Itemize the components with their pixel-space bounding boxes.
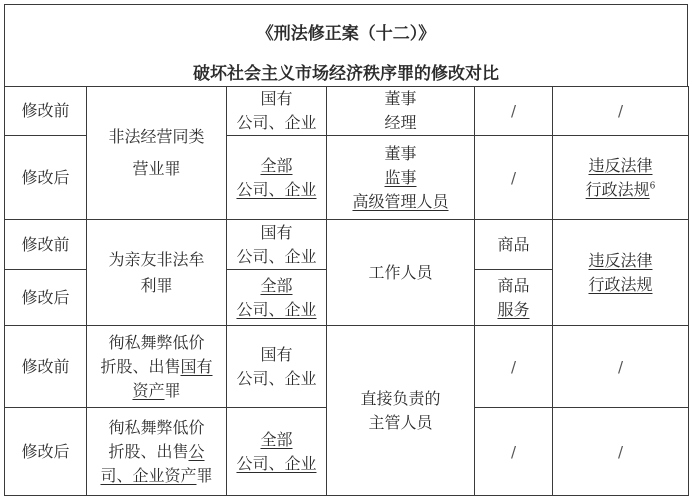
violation-item: 行政法规 <box>585 179 650 199</box>
footnote-marker: 6 <box>649 181 656 192</box>
entity-type: 公司、企业 <box>236 453 317 473</box>
subject-cell <box>327 87 475 136</box>
row-label-after: 修改后 <box>5 408 87 496</box>
subject-item: 监事 <box>384 167 417 187</box>
crime-name-changed-part: 资产 <box>132 380 165 400</box>
entity-cell <box>227 220 327 270</box>
violation-cell <box>553 136 689 220</box>
crime-name-changed-part: 公 <box>188 441 205 461</box>
entity-scope: 国有 <box>260 222 293 242</box>
subject-item: 经理 <box>384 113 417 132</box>
violation-item: 行政法规 <box>588 274 653 294</box>
object-item: 商品 <box>497 275 530 295</box>
row-label-after: 修改后 <box>5 136 87 220</box>
entity-scope: 全部 <box>260 155 293 175</box>
empty-mark: / <box>617 442 624 461</box>
empty-mark: / <box>510 168 517 187</box>
comparison-table <box>4 86 689 496</box>
entity-type: 公司、企业 <box>236 246 317 266</box>
object-item: 服务 <box>497 299 530 319</box>
entity-cell <box>227 87 327 136</box>
violation-cell <box>553 87 689 136</box>
violation-cell <box>553 220 689 326</box>
subject-item: 直接负责的 <box>360 388 441 408</box>
entity-type: 公司、企业 <box>236 299 317 319</box>
entity-type: 公司、企业 <box>236 179 317 199</box>
crime-name-part: 折股、出售 <box>100 356 181 376</box>
entity-scope: 全部 <box>260 275 293 295</box>
subject-item: 主管人员 <box>368 412 433 432</box>
table-row <box>5 220 689 270</box>
subject-item: 工作人员 <box>368 262 433 282</box>
empty-mark: / <box>510 442 517 461</box>
entity-scope: 国有 <box>260 89 293 108</box>
object-cell <box>475 87 553 136</box>
violation-cell <box>553 408 689 496</box>
table-row <box>5 87 689 136</box>
object-cell <box>475 408 553 496</box>
subject-cell <box>327 220 475 326</box>
crime-name-part: 罪 <box>164 380 181 400</box>
entity-cell <box>227 326 327 408</box>
document-title: 《刑法修正案（十二）》 <box>256 24 436 44</box>
object-cell <box>475 220 553 270</box>
entity-type: 公司、企业 <box>236 113 317 132</box>
object-cell <box>475 136 553 220</box>
empty-mark: / <box>510 357 517 376</box>
document-subtitle: 破坏社会主义市场经济秩序罪的修改对比 <box>193 64 499 84</box>
document-header <box>4 4 688 87</box>
subject-item: 董事 <box>384 143 417 163</box>
row-label-after: 修改后 <box>5 270 87 326</box>
violation-item: 违反法律 <box>588 250 653 270</box>
crime-name-line: 徇私舞弊低价 <box>108 417 205 437</box>
amendment-comparison-document <box>4 4 688 496</box>
entity-scope: 全部 <box>260 429 293 449</box>
object-item: 商品 <box>497 234 530 254</box>
empty-mark: / <box>617 102 624 120</box>
subject-item: 董事 <box>384 89 417 108</box>
row-label-before: 修改前 <box>5 326 87 408</box>
crime-name-cell <box>87 408 227 496</box>
empty-mark: / <box>617 357 624 376</box>
crime-name-cell <box>87 326 227 408</box>
violation-item: 违反法律 <box>588 155 653 175</box>
entity-cell <box>227 136 327 220</box>
crime-name-cell <box>87 220 227 326</box>
object-cell <box>475 270 553 326</box>
crime-name-part: 折股、出售 <box>108 441 189 461</box>
entity-scope: 国有 <box>260 344 293 364</box>
table-row <box>5 326 689 408</box>
crime-name-line: 徇私舞弊低价 <box>108 332 205 352</box>
entity-cell <box>227 270 327 326</box>
row-label-before: 修改前 <box>5 87 87 136</box>
row-label-before: 修改前 <box>5 220 87 270</box>
empty-mark: / <box>510 102 517 120</box>
entity-type: 公司、企业 <box>236 368 317 388</box>
entity-cell <box>227 408 327 496</box>
subject-cell <box>327 326 475 496</box>
crime-name-part: 罪 <box>196 465 213 485</box>
violation-cell <box>553 326 689 408</box>
crime-name-changed-part: 司、企业资产 <box>100 465 197 485</box>
object-cell <box>475 326 553 408</box>
subject-item: 高级管理人员 <box>352 191 449 211</box>
crime-name-cell <box>87 87 227 220</box>
crime-name: 为亲友非法牟利罪 <box>108 249 205 295</box>
crime-name-changed-part: 国有 <box>180 356 213 376</box>
subject-cell <box>327 136 475 220</box>
crime-name: 非法经营同类营业罪 <box>108 127 205 178</box>
